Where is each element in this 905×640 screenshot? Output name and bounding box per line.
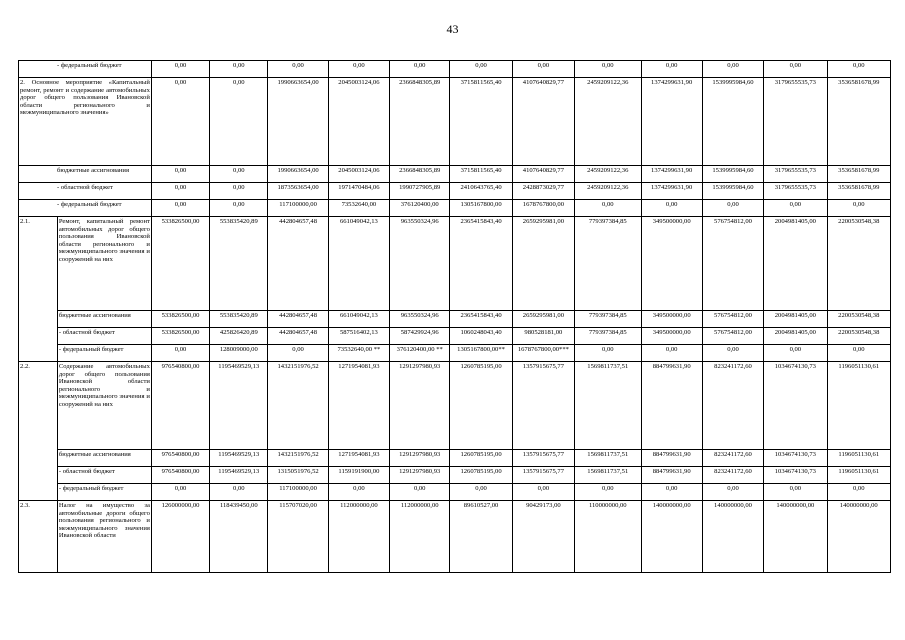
value-cell: 976540800,00	[151, 450, 209, 467]
value-cell: 1260785195,00	[450, 362, 512, 450]
value-cell: 779397384,85	[575, 328, 641, 345]
value-cell: 0,00	[764, 484, 827, 501]
value-cell: 376120400,00 **	[390, 345, 450, 362]
value-cell: 1196051130,61	[827, 467, 890, 484]
value-cell: 0,00	[827, 345, 890, 362]
row-code: 2.	[20, 79, 25, 86]
table-row	[19, 345, 891, 362]
value-cell: 425826420,89	[210, 328, 268, 345]
value-cell: 1260785195,00	[450, 467, 512, 484]
value-cell: 140000000,00	[641, 501, 702, 573]
value-cell: 1060248043,40	[450, 328, 512, 345]
value-cell: 117100000,00	[268, 200, 328, 217]
value-cell: 1291297980,93	[390, 467, 450, 484]
value-cell: 779397384,85	[575, 217, 641, 311]
value-cell: 1291297980,93	[390, 450, 450, 467]
value-cell: 0,00	[328, 61, 389, 78]
value-cell: 553835420,89	[210, 311, 268, 328]
value-cell: 0,00	[151, 78, 209, 166]
value-cell: 0,00	[390, 61, 450, 78]
value-cell: 576754812,00	[702, 328, 763, 345]
value-cell: 117100000,00	[268, 484, 328, 501]
value-cell: 3536581678,99	[827, 78, 890, 166]
value-cell: 2428873029,77	[512, 183, 574, 200]
value-cell: 0,00	[512, 61, 574, 78]
row-code: 2.1.	[19, 217, 58, 362]
value-cell: 2200530548,38	[827, 328, 890, 345]
value-cell: 118439450,00	[210, 501, 268, 573]
value-cell: 0,00	[210, 78, 268, 166]
value-cell: 1678767800,00***	[512, 345, 574, 362]
value-cell: 0,00	[827, 200, 890, 217]
value-cell: 1569811737,51	[575, 467, 641, 484]
value-cell: 3715811565,40	[450, 78, 512, 166]
value-cell: 1159191900,00	[328, 467, 389, 484]
value-cell: 576754812,00	[702, 311, 763, 328]
value-cell: 0,00	[827, 61, 890, 78]
table-row	[19, 362, 891, 450]
value-cell: 442804657,48	[268, 328, 328, 345]
value-cell: 0,00	[151, 166, 209, 183]
value-cell: 349500000,00	[641, 311, 702, 328]
value-cell: 3179655535,73	[764, 78, 827, 166]
row-label: бюджетные ассигнования	[57, 450, 151, 467]
value-cell: 1196051130,61	[827, 450, 890, 467]
value-cell: 0,00	[575, 200, 641, 217]
value-cell: 73532640,00	[328, 200, 389, 217]
value-cell: 1990727905,89	[390, 183, 450, 200]
value-cell: 587429924,96	[390, 328, 450, 345]
value-cell: 661049042,13	[328, 217, 389, 311]
table-row	[19, 311, 891, 328]
value-cell: 2659295981,00	[512, 217, 574, 311]
value-cell: 2365415843,40	[450, 217, 512, 311]
value-cell: 0,00	[151, 345, 209, 362]
value-cell: 1315051976,52	[268, 467, 328, 484]
value-cell: 779397384,85	[575, 311, 641, 328]
row-label: бюджетные ассигнования	[19, 166, 152, 183]
value-cell: 1539995984,60	[702, 78, 763, 166]
value-cell: 1678767800,00	[512, 200, 574, 217]
value-cell: 0,00	[702, 200, 763, 217]
value-cell: 1034674130,73	[764, 450, 827, 467]
value-cell: 442804657,48	[268, 311, 328, 328]
value-cell: 2365415843,40	[450, 311, 512, 328]
value-cell: 980528181,00	[512, 328, 574, 345]
value-cell: 90429173,00	[512, 501, 574, 573]
value-cell: 112000000,00	[390, 501, 450, 573]
value-cell: 0,00	[575, 484, 641, 501]
value-cell: 442804657,48	[268, 217, 328, 311]
value-cell: 963550324,96	[390, 217, 450, 311]
table-row	[19, 166, 891, 183]
value-cell: 1357915675,77	[512, 467, 574, 484]
value-cell: 1271954081,93	[328, 362, 389, 450]
value-cell: 1374299631,90	[641, 78, 702, 166]
value-cell: 1539995984,60	[702, 183, 763, 200]
table-row	[19, 183, 891, 200]
value-cell: 0,00	[702, 61, 763, 78]
value-cell: 1034674130,73	[764, 362, 827, 450]
value-cell: 2459209122,36	[575, 166, 641, 183]
value-cell: 115707020,00	[268, 501, 328, 573]
value-cell: 823241172,60	[702, 450, 763, 467]
table-row	[19, 217, 891, 311]
value-cell: 2459209122,36	[575, 78, 641, 166]
table-row	[19, 61, 891, 78]
value-cell: 2200530548,38	[827, 217, 890, 311]
value-cell: 1873563654,00	[268, 183, 328, 200]
value-cell: 823241172,60	[702, 362, 763, 450]
value-cell: 576754812,00	[702, 217, 763, 311]
value-cell: 2659295981,00	[512, 311, 574, 328]
value-cell: 963550324,96	[390, 311, 450, 328]
row-code: 2.3.	[19, 501, 58, 573]
value-cell: 112000000,00	[328, 501, 389, 573]
value-cell: 0,00	[268, 345, 328, 362]
value-cell: 0,00	[210, 200, 268, 217]
value-cell: 3715811565,40	[450, 166, 512, 183]
page-number: 43	[446, 22, 459, 36]
value-cell: 0,00	[151, 183, 209, 200]
value-cell: 2004981405,00	[764, 311, 827, 328]
value-cell: 2459209122,36	[575, 183, 641, 200]
row-label: Ремонт, капитальный ремонт автомобильных дорог общего пользования Ивановской области регионального и межмуниципального значения и сооружений на них	[57, 217, 151, 311]
value-cell: 553835420,89	[210, 217, 268, 311]
value-cell: 126000000,00	[151, 501, 209, 573]
value-cell: 0,00	[328, 484, 389, 501]
value-cell: 1196051130,61	[827, 362, 890, 450]
value-cell: 884799631,90	[641, 467, 702, 484]
row-label: - федеральный бюджет	[57, 345, 151, 362]
value-cell: 1374299631,90	[641, 183, 702, 200]
row-label: - областной бюджет	[57, 467, 151, 484]
value-cell: 0,00	[151, 61, 209, 78]
budget-table	[18, 60, 891, 573]
value-cell: 884799631,90	[641, 450, 702, 467]
value-cell: 661049042,13	[328, 311, 389, 328]
row-label: Налог на имущество за автомобильные дороги общего пользования регионального и межмуниципального значения Ивановской области	[57, 501, 151, 573]
value-cell: 110000000,00	[575, 501, 641, 573]
value-cell: 0,00	[702, 345, 763, 362]
value-cell: 1357915675,77	[512, 362, 574, 450]
value-cell: 140000000,00	[764, 501, 827, 573]
value-cell: 533826500,00	[151, 311, 209, 328]
value-cell: 0,00	[151, 484, 209, 501]
value-cell: 0,00	[268, 61, 328, 78]
value-cell: 73532640,00 **	[328, 345, 389, 362]
value-cell: 1539995984,60	[702, 166, 763, 183]
value-cell: 2004981405,00	[764, 217, 827, 311]
table-row	[19, 328, 891, 345]
value-cell: 976540800,00	[151, 362, 209, 450]
row-label	[19, 78, 152, 166]
value-cell: 1357915675,77	[512, 450, 574, 467]
row-label: бюджетные ассигнования	[57, 311, 151, 328]
value-cell: 2410643765,40	[450, 183, 512, 200]
value-cell: 349500000,00	[641, 328, 702, 345]
value-cell: 0,00	[575, 61, 641, 78]
value-cell: 0,00	[764, 61, 827, 78]
value-cell: 1569811737,51	[575, 362, 641, 450]
value-cell: 89610527,00	[450, 501, 512, 573]
value-cell: 884799631,90	[641, 362, 702, 450]
value-cell: 0,00	[512, 484, 574, 501]
value-cell: 0,00	[702, 484, 763, 501]
table-row	[19, 501, 891, 573]
value-cell: 376120400,00	[390, 200, 450, 217]
table-row	[19, 200, 891, 217]
value-cell: 140000000,00	[827, 501, 890, 573]
value-cell: 3179655535,73	[764, 166, 827, 183]
value-cell: 0,00	[210, 484, 268, 501]
value-cell: 1195469529,13	[210, 362, 268, 450]
value-cell: 1260785195,00	[450, 450, 512, 467]
value-cell: 4107640829,77	[512, 166, 574, 183]
row-label: - федеральный бюджет	[19, 61, 152, 78]
value-cell: 2045003124,06	[328, 166, 389, 183]
row-label: Содержание автомобильных дорог общего пользования Ивановской области регионального и межмуниципального значения и сооружений на них	[57, 362, 151, 450]
value-cell: 1432151976,52	[268, 362, 328, 450]
value-cell: 0,00	[641, 484, 702, 501]
value-cell: 823241172,60	[702, 467, 763, 484]
value-cell: 1374299631,90	[641, 166, 702, 183]
value-cell: 0,00	[450, 484, 512, 501]
value-cell: 1291297980,93	[390, 362, 450, 450]
value-cell: 0,00	[641, 61, 702, 78]
row-label: - федеральный бюджет	[19, 200, 152, 217]
value-cell: 0,00	[151, 200, 209, 217]
value-cell: 1305167800,00**	[450, 345, 512, 362]
value-cell: 0,00	[450, 61, 512, 78]
value-cell: 1990663654,00	[268, 166, 328, 183]
value-cell: 533826500,00	[151, 217, 209, 311]
row-label: - областной бюджет	[19, 183, 152, 200]
value-cell: 1971470484,06	[328, 183, 389, 200]
value-cell: 1990663654,00	[268, 78, 328, 166]
row-label: - областной бюджет	[57, 328, 151, 345]
table-row	[19, 78, 891, 166]
value-cell: 3536581678,99	[827, 183, 890, 200]
row-label-text: Основное мероприятие «Капитальный ремонт, ремонт и содержание автомобильных дорог общего пользования Ивановской области регионального и межмуниципального значения»	[20, 79, 150, 117]
value-cell: 2366848305,89	[390, 166, 450, 183]
value-cell: 1271954081,93	[328, 450, 389, 467]
value-cell: 1034674130,73	[764, 467, 827, 484]
value-cell: 2366848305,89	[390, 78, 450, 166]
value-cell: 2004981405,00	[764, 328, 827, 345]
value-cell: 976540800,00	[151, 467, 209, 484]
value-cell: 349500000,00	[641, 217, 702, 311]
table-row	[19, 484, 891, 501]
value-cell: 0,00	[210, 183, 268, 200]
value-cell: 0,00	[210, 166, 268, 183]
value-cell: 0,00	[390, 484, 450, 501]
value-cell: 3536581678,99	[827, 166, 890, 183]
value-cell: 0,00	[641, 345, 702, 362]
value-cell: 4107640829,77	[512, 78, 574, 166]
value-cell: 1432151976,52	[268, 450, 328, 467]
row-label: - федеральный бюджет	[57, 484, 151, 501]
value-cell: 0,00	[764, 200, 827, 217]
value-cell: 2200530548,38	[827, 311, 890, 328]
value-cell: 3179655535,73	[764, 183, 827, 200]
value-cell: 0,00	[210, 61, 268, 78]
value-cell: 0,00	[641, 200, 702, 217]
value-cell: 1569811737,51	[575, 450, 641, 467]
value-cell: 1195469529,13	[210, 450, 268, 467]
value-cell: 0,00	[827, 484, 890, 501]
table-row	[19, 467, 891, 484]
value-cell: 533826500,00	[151, 328, 209, 345]
value-cell: 140000000,00	[702, 501, 763, 573]
value-cell: 2045003124,06	[328, 78, 389, 166]
value-cell: 587516402,13	[328, 328, 389, 345]
value-cell: 1305167800,00	[450, 200, 512, 217]
row-code: 2.2.	[19, 362, 58, 501]
value-cell: 0,00	[764, 345, 827, 362]
value-cell: 0,00	[575, 345, 641, 362]
value-cell: 128009000,00	[210, 345, 268, 362]
value-cell: 1195469529,13	[210, 467, 268, 484]
table-row	[19, 450, 891, 467]
